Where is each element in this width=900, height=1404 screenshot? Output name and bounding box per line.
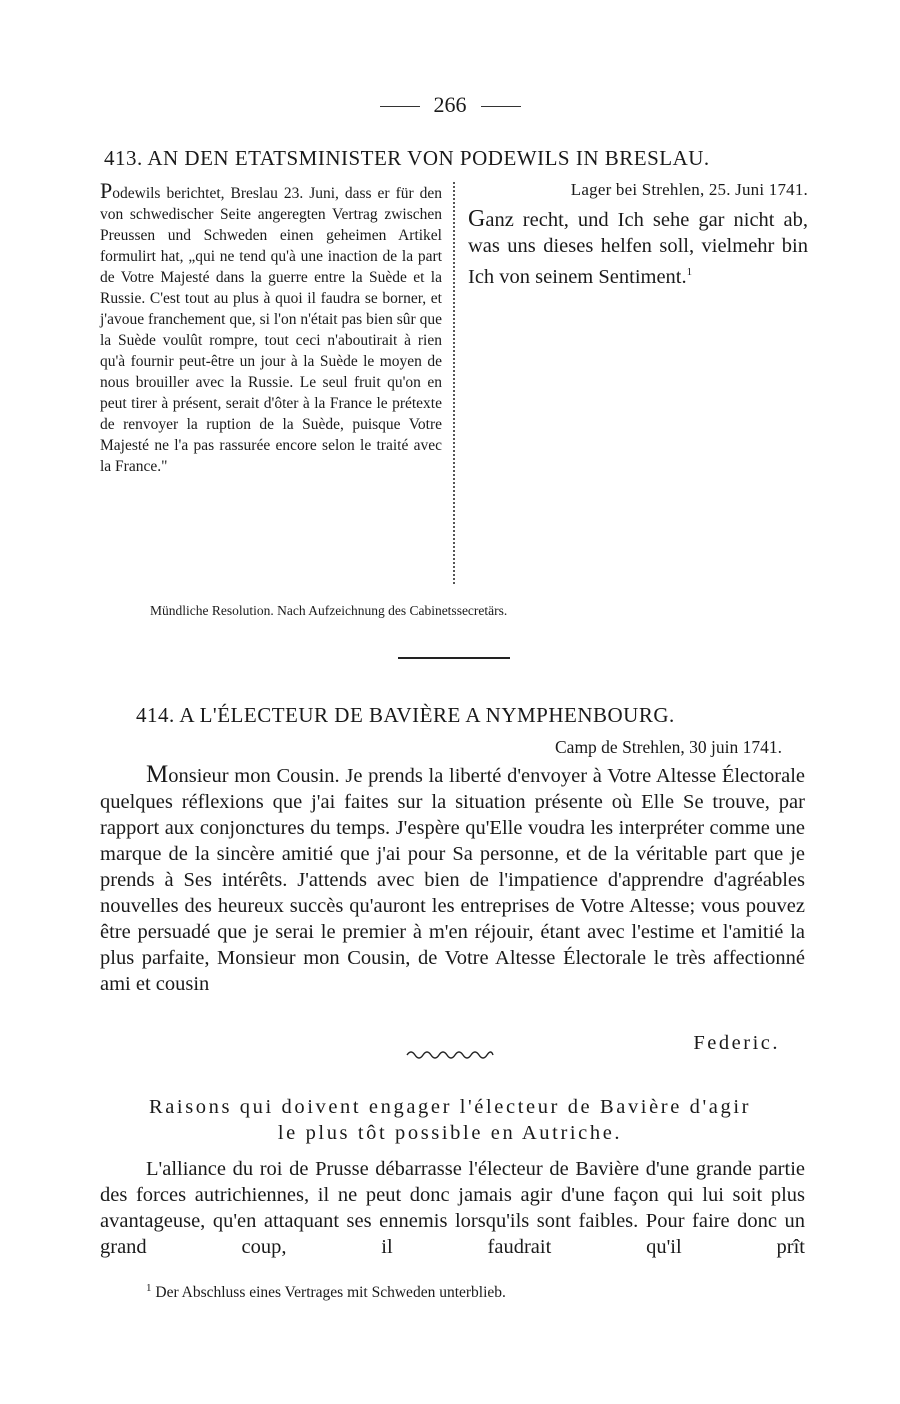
doc-414-heading: 414. A L'ÉLECTEUR DE BAVIÈRE A NYMPHENBOURG.	[136, 703, 675, 727]
raisons-paragraph	[100, 1156, 805, 1260]
letter-signature: Federic.	[693, 1032, 780, 1054]
report-text: odewils berichtet, Breslau 23. Juni, dass er für den von schwedischer Seite angeregten Vertrag zwischen Preussen und Schweden einen geheimen Artikel formulirt hat, „qui ne tend qu'à une inaction de la part de Votre Majesté dans la guerre entre la Suède et la Russie. C'est tout au plus à quoi il faudra se borner, et j'avoue franchement que, si l'on n'était pas bien sûr que la Suède voulût rompre, tout ceci n'aboutirait à rien qu'à fournir peut-être un jour à la Suède le moyen de nous brouiller avec la Russie. Le seul fruit qu'on en peut tirer à présent, serait d'ôter à la France le prétexte de renvoyer la ruption de la Suède, puisque Votre Majesté ne l'a pas rassurée encore selon le traité avec la France."	[100, 185, 442, 475]
page-number-dash-left	[380, 106, 420, 107]
letter-drop-cap: M	[146, 761, 169, 788]
raisons-title-line-2: le plus tôt possible en Autriche.	[277, 1122, 623, 1144]
raisons-title	[0, 1094, 900, 1146]
doc-413-source-note: Mündliche Resolution. Nach Aufzeichnung des Cabinetssecretärs.	[150, 603, 508, 618]
doc-413-dateline: Lager bei Strehlen, 25. Juni 1741.	[570, 180, 808, 199]
footnote	[146, 1282, 506, 1302]
doc-414-dateline: Camp de Strehlen, 30 juin 1741.	[555, 737, 782, 757]
resolution-drop-cap: G	[468, 206, 486, 232]
squiggle-ornament	[405, 1046, 495, 1060]
footnote-mark: 1	[146, 1282, 152, 1294]
doc-413-report-summary	[100, 180, 442, 477]
report-drop-cap: P	[100, 178, 113, 203]
doc-413-heading: 413. AN DEN ETATSMINISTER VON PODEWILS IN BRESLAU.	[104, 146, 710, 170]
footnote-reference: 1	[686, 266, 693, 278]
section-separator-rule	[398, 657, 510, 659]
page-number-dash-right	[481, 106, 521, 107]
page-number-text: 266	[433, 92, 467, 117]
resolution-body	[468, 206, 808, 290]
doc-413-resolution	[468, 180, 808, 290]
letter-text: onsieur mon Cousin. Je prends la liberté d'envoyer à Votre Altesse Électorale quelques réflexions que j'ai faites sur la situation présente où Elle Se trouve, par rapport aux conjonctures du temps. J'espère qu'Elle voudra les interpréter comme une marque de la sincère amitié que j'ai pour Sa personne, et de la véritable part que je prends à Ses intérêts. J'attends avec bien de l'impatience d'apprendre d'agréables nouvelles des heureux succès qu'auront les entreprises de Votre Altesse; vous pouvez être persuadé que je serai le premier à m'en réjouir, étant avec l'estime et l'amitié la plus parfaite, Monsieur mon Cousin, de Votre Altesse Électorale le très affectionné ami et cousin	[100, 765, 805, 995]
footnote-text: Der Abschluss eines Vertrages mit Schweden unterblieb.	[155, 1284, 506, 1302]
column-divider	[453, 182, 455, 584]
paragraph-text: L'alliance du roi de Prusse débarrasse l'électeur de Bavière d'une grande partie des forces autrichiennes, il ne peut donc jamais agir d'une façon qui lui soit plus avantageuse, qu'en attaquant ses ennemis lorsqu'ils sont faibles. Pour faire donc un grand coup, il faudrait qu'il prît	[100, 1158, 805, 1258]
resolution-text: anz recht, und Ich sehe gar nicht ab, was uns dieses helfen soll, vielmehr bin Ich von seinem Sentiment.	[468, 209, 808, 288]
raisons-title-line-1: Raisons qui doivent engager l'électeur de Bavière d'agir	[148, 1096, 752, 1118]
doc-414-letter	[100, 762, 805, 997]
page-number	[0, 92, 900, 118]
